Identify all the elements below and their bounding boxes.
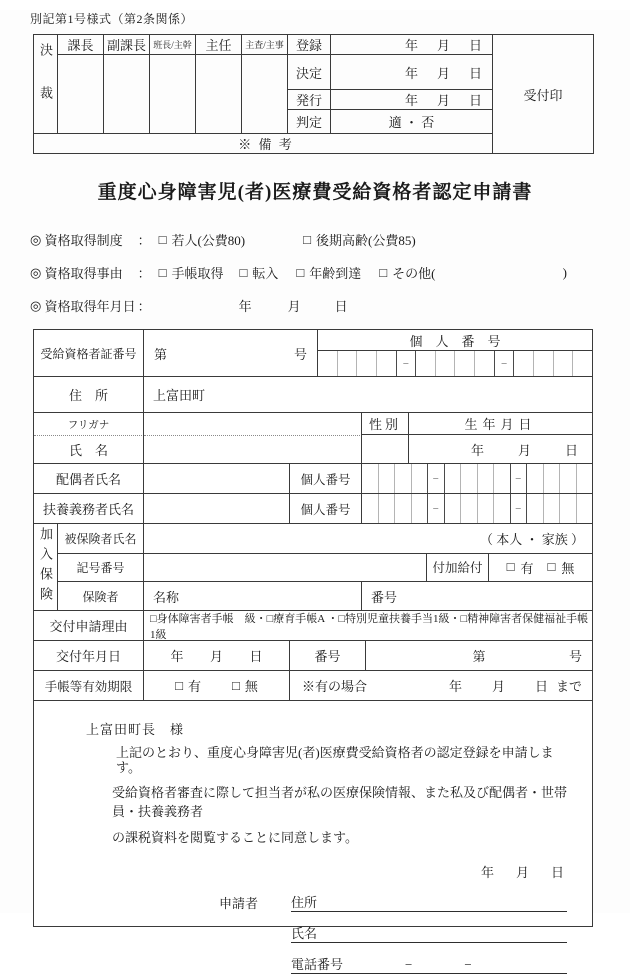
applicant-name-label: 氏名	[291, 926, 318, 941]
application-table	[33, 329, 593, 972]
validity-label: 手帳等有効期限	[34, 671, 144, 700]
dependent-name-label: 扶養義務者氏名	[34, 494, 144, 523]
until-suffix: まで	[555, 679, 582, 694]
digit-box[interactable]	[362, 464, 378, 493]
approval-table	[33, 34, 594, 154]
personal-number-digit-boxes	[318, 350, 592, 376]
decision-label: 決定	[288, 55, 331, 90]
name-label: 氏 名	[34, 435, 144, 463]
month-unit: 月	[209, 649, 223, 664]
double-circle-marker: ◎	[30, 297, 42, 313]
validity-date-field[interactable]	[290, 671, 592, 700]
digit-box[interactable]	[493, 464, 510, 493]
acquisition-section	[30, 230, 630, 315]
year-unit: 年	[404, 65, 418, 81]
addressee: 上富田町長 様	[86, 722, 185, 737]
digit-box[interactable]	[543, 464, 560, 493]
insurance-section	[34, 523, 592, 610]
digit-box[interactable]	[411, 464, 428, 493]
insured-person-label: 被保険者氏名	[58, 524, 144, 553]
digit-box[interactable]	[435, 351, 455, 376]
approval-col-hancho: 班長/主幹	[150, 35, 196, 55]
spouse-name-label: 配偶者氏名	[34, 464, 144, 493]
checkbox-icon: □	[158, 231, 167, 247]
double-circle-marker: ◎	[30, 264, 42, 280]
symbol-number-label: 記号番号	[58, 554, 144, 582]
digit-box[interactable]	[394, 494, 411, 523]
registration-date-field[interactable]	[331, 35, 493, 55]
signature-box-shunin[interactable]	[196, 55, 242, 134]
insurer-label: 保険者	[58, 582, 144, 610]
registration-label: 登録	[288, 35, 331, 55]
digit-box[interactable]	[415, 351, 435, 376]
additional-benefit-label: 付加給付	[427, 554, 489, 582]
number-suffix: 号	[293, 346, 307, 362]
additional-benefit-options	[489, 554, 592, 582]
remarks-row[interactable]: ※ 備 考	[34, 134, 493, 154]
checkbox-validity-no[interactable]	[232, 676, 258, 695]
digit-box[interactable]	[394, 464, 411, 493]
furigana-row	[34, 412, 592, 435]
dash-separator: −	[427, 494, 444, 523]
dash-separator: −	[510, 464, 527, 493]
certificate-number-label: 受給資格者証番号	[34, 330, 144, 376]
checkbox-icon: □	[175, 677, 183, 693]
digit-box[interactable]	[576, 464, 593, 493]
insured-person-field[interactable]	[144, 524, 592, 553]
acquisition-date-label: 資格取得年月日	[44, 299, 136, 314]
certificate-number-field[interactable]	[144, 330, 318, 376]
declaration-paragraph-3: の課税資料を閲覧することに同意します。	[112, 830, 358, 845]
symbol-number-row	[58, 553, 592, 582]
option-label: 有	[187, 679, 201, 694]
option-label: 無	[244, 679, 258, 694]
acquisition-date-line	[30, 296, 595, 315]
checkbox-icon: □	[232, 677, 240, 693]
colon: ：	[137, 233, 151, 248]
checkbox-tennyu[interactable]	[239, 263, 278, 282]
digit-box[interactable]	[378, 494, 395, 523]
kessai-vertical-label: 決裁	[34, 35, 58, 134]
digit-box[interactable]	[526, 494, 543, 523]
month-unit: 月	[436, 65, 450, 81]
checkbox-wakoudo[interactable]	[159, 230, 246, 249]
checkbox-benefit-yes[interactable]	[507, 558, 534, 577]
checkbox-nenrei-totatsu[interactable]	[296, 263, 361, 282]
sex-header: 性別	[362, 413, 409, 435]
option-label: 手帳取得	[171, 266, 224, 281]
option-label: 年齢到達	[309, 266, 362, 281]
personal-number-block	[318, 330, 592, 376]
issue-number-field[interactable]	[366, 641, 592, 670]
checkbox-icon: □	[303, 231, 311, 247]
issue-reason-options[interactable]: □身体障害者手帳 級・□療育手帳A ・□特別児童扶養手当1級・□精神障害者保健福祉手帳1級	[150, 612, 589, 641]
number-suffix: 号	[568, 649, 582, 664]
digit-box[interactable]	[553, 351, 573, 376]
dash-separator: −	[396, 351, 416, 376]
birthdate-header: 生年月日	[409, 413, 592, 435]
applicant-phone-field[interactable]	[291, 956, 567, 974]
reception-stamp-area[interactable]: 受付印	[493, 35, 594, 154]
digit-box[interactable]	[559, 464, 576, 493]
spouse-personal-number-boxes	[362, 464, 592, 493]
day-unit: 日	[468, 65, 482, 81]
signature-box-kacho[interactable]	[58, 55, 104, 134]
furigana-label: フリガナ	[34, 413, 144, 436]
applicant-block	[34, 894, 592, 974]
validity-options	[144, 671, 290, 700]
digit-box[interactable]	[362, 494, 378, 523]
dash-separator: −	[427, 464, 444, 493]
validity-note: ※有の場合	[302, 679, 368, 694]
furigana-field[interactable]	[144, 413, 362, 436]
digit-box[interactable]	[477, 494, 494, 523]
digit-box[interactable]	[356, 351, 376, 376]
checkbox-icon: □	[239, 264, 248, 280]
digit-box[interactable]	[460, 494, 477, 523]
issuance-label: 発行	[288, 90, 331, 110]
month-unit: 月	[436, 38, 450, 53]
digit-box[interactable]	[378, 464, 395, 493]
month-unit: 月	[491, 679, 505, 694]
address-row	[34, 376, 592, 412]
spouse-row	[34, 463, 592, 493]
applicant-phone-label: 電話番号	[291, 957, 344, 972]
checkbox-icon: □	[547, 559, 556, 575]
signature-box-hancho[interactable]	[150, 55, 196, 134]
dependent-name-field[interactable]	[144, 494, 290, 523]
digit-box[interactable]	[543, 494, 560, 523]
issue-number-label: 番号	[290, 641, 366, 670]
insured-person-row	[58, 524, 592, 553]
symbol-number-field[interactable]	[144, 554, 427, 582]
issuance-date-field[interactable]	[331, 90, 493, 110]
number-prefix: 第	[472, 649, 486, 664]
day-unit: 日	[468, 38, 482, 53]
month-unit: 月	[515, 865, 529, 880]
checkbox-sonota[interactable]	[379, 263, 435, 282]
judgement-label: 判定	[288, 110, 331, 134]
number-prefix: 第	[154, 346, 168, 362]
checkbox-icon: □	[158, 264, 167, 280]
phone-dash: −	[464, 957, 472, 972]
digit-box[interactable]	[576, 494, 593, 523]
sex-field[interactable]	[362, 435, 409, 463]
digit-box[interactable]	[533, 351, 553, 376]
option-label: 若人(公費80)	[171, 233, 246, 248]
declaration-paragraph-2: 受給資格者審査に際して担当者が私の医療保険情報、また私及び配偶者・世帯員・扶養義務者	[112, 785, 568, 819]
acquisition-reason-label: 資格取得事由	[44, 266, 123, 281]
form-identifier: 別記第1号様式（第2条関係）	[30, 12, 194, 26]
checkbox-icon: □	[506, 559, 515, 575]
day-unit: 日	[534, 679, 548, 694]
dependent-personal-number-boxes	[362, 494, 592, 523]
day-unit: 日	[468, 93, 482, 108]
double-circle-marker: ◎	[30, 231, 42, 247]
digit-box[interactable]	[376, 351, 396, 376]
dependent-row	[34, 493, 592, 523]
digit-box[interactable]	[572, 351, 592, 376]
acquisition-date-field[interactable]	[159, 296, 348, 315]
insurance-vertical-label: 加入保険	[34, 524, 58, 610]
digit-box[interactable]	[318, 351, 337, 376]
digit-box[interactable]	[493, 494, 510, 523]
checkbox-icon: □	[296, 264, 305, 280]
judgement-value[interactable]: 適 ・ 否	[331, 110, 493, 134]
checkbox-icon: □	[379, 264, 388, 280]
day-unit: 日	[564, 442, 578, 458]
day-unit: 日	[334, 299, 348, 314]
relation-options[interactable]: （ 本人 ・ 家族 ）	[479, 531, 584, 547]
personal-number-header: 個人番号	[409, 333, 514, 349]
digit-box[interactable]	[411, 494, 428, 523]
dash-separator: −	[494, 351, 514, 376]
year-unit: 年	[404, 38, 418, 53]
acquisition-reason-line	[30, 263, 595, 282]
option-label: 有	[520, 560, 534, 576]
signature-box-shusa[interactable]	[242, 55, 288, 134]
digit-box[interactable]	[444, 494, 461, 523]
paren-close: )	[562, 264, 567, 280]
dash-separator: −	[510, 494, 527, 523]
page-title: 重度心身障害児(者)医療費受給資格者認定申請書	[97, 182, 533, 203]
declaration-date-field[interactable]	[34, 862, 592, 881]
digit-box[interactable]	[513, 351, 533, 376]
checkbox-koukikorei[interactable]	[303, 230, 416, 249]
applicant-name-field[interactable]	[291, 925, 567, 943]
issue-date-row	[34, 640, 592, 670]
acquisition-system-label: 資格取得制度	[44, 233, 123, 248]
year-unit: 年	[448, 679, 462, 694]
approval-col-shusa: 主査/主事	[242, 35, 288, 55]
phone-dash: −	[405, 957, 413, 972]
year-unit: 年	[238, 299, 252, 314]
certificate-number-row	[34, 330, 592, 376]
digit-box[interactable]	[444, 464, 461, 493]
approval-col-fukukacho: 副課長	[104, 35, 150, 55]
option-label: 転入	[252, 266, 279, 281]
form-sheet	[0, 10, 630, 972]
dependent-personal-number-label: 個人番号	[290, 494, 362, 523]
issue-date-label: 交付年月日	[34, 641, 144, 670]
checkbox-techo-shutoku[interactable]	[159, 263, 224, 282]
insurer-row	[58, 581, 592, 610]
option-label: 後期高齢(公費85)	[316, 233, 416, 248]
approval-col-shunin: 主任	[196, 35, 242, 55]
checkbox-validity-yes[interactable]	[175, 676, 201, 695]
insurer-name-field[interactable]: 名称	[144, 582, 362, 610]
digit-box[interactable]	[474, 351, 494, 376]
digit-box[interactable]	[337, 351, 357, 376]
name-field[interactable]	[144, 435, 362, 463]
validity-row	[34, 670, 592, 700]
issue-reason-label: 交付申請理由	[34, 611, 144, 640]
option-label: 無	[561, 560, 575, 576]
issue-date-field[interactable]	[144, 641, 290, 670]
digit-box[interactable]	[559, 494, 576, 523]
option-label: その他(	[392, 266, 436, 281]
approval-col-kacho: 課長	[58, 35, 104, 55]
insurer-number-field[interactable]: 番号	[371, 589, 398, 605]
signature-box-fukukacho[interactable]	[104, 55, 150, 134]
month-unit: 月	[436, 93, 450, 108]
digit-box[interactable]	[477, 464, 494, 493]
colon: ：	[137, 299, 151, 314]
year-unit: 年	[404, 93, 418, 108]
birthdate-field[interactable]	[409, 435, 592, 463]
spouse-personal-number-label: 個人番号	[290, 464, 362, 493]
declaration-section	[34, 700, 592, 972]
colon: ：	[137, 266, 151, 281]
month-unit: 月	[287, 299, 301, 314]
year-unit: 年	[470, 442, 484, 458]
decision-date-field[interactable]	[331, 55, 493, 90]
address-label: 住 所	[34, 377, 144, 412]
month-unit: 月	[517, 442, 531, 458]
declaration-paragraph-1: 上記のとおり、重度心身障害児(者)医療費受給資格者の認定登録を申請します。	[116, 745, 554, 775]
applicant-address-label: 住所	[291, 895, 318, 910]
day-unit: 日	[249, 649, 263, 664]
applicant-address-field[interactable]	[291, 894, 567, 912]
applicant-label: 申請者	[219, 896, 259, 911]
spouse-name-field[interactable]	[144, 464, 290, 493]
year-unit: 年	[170, 649, 184, 664]
address-value[interactable]: 上富田町	[153, 388, 206, 403]
digit-box[interactable]	[460, 464, 477, 493]
day-unit: 日	[550, 865, 564, 880]
year-unit: 年	[480, 865, 494, 880]
issue-reason-row	[34, 610, 592, 640]
digit-box[interactable]	[454, 351, 474, 376]
checkbox-benefit-no[interactable]	[548, 558, 575, 577]
acquisition-system-line	[30, 230, 595, 249]
digit-box[interactable]	[526, 464, 543, 493]
name-row	[34, 435, 592, 463]
